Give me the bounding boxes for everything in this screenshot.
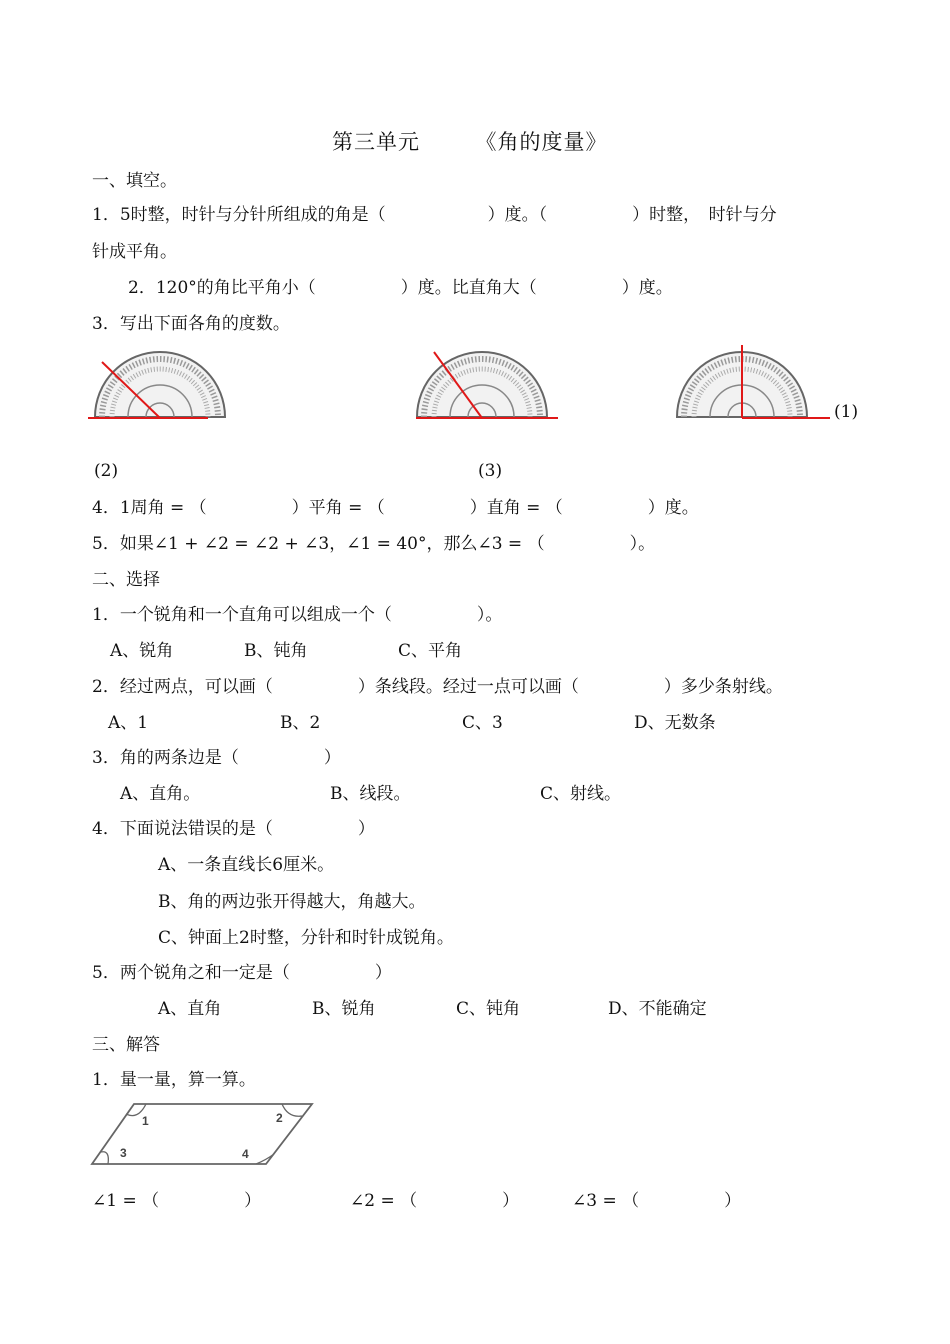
figure-label-1: (1) — [834, 402, 859, 422]
question-2-1: 1．一个锐角和一个直角可以组成一个（ ）。 — [92, 605, 503, 625]
option-2-3-a: A、直角。 — [120, 784, 201, 804]
option-2-1-a: A、锐角 — [110, 641, 174, 661]
section-3-heading: 三、解答 — [92, 1035, 160, 1055]
option-2-1-c: C、平角 — [398, 641, 463, 661]
question-2-2: 2．经过两点，可以画（ ）条线段。经过一点可以画（ ）多少条射线。 — [92, 677, 783, 697]
option-2-4-c: C、钟面上2时整，分针和时针成锐角。 — [158, 928, 454, 948]
question-3-1: 1．量一量，算一算。 — [92, 1070, 256, 1090]
option-2-2-b: B、2 — [280, 713, 321, 733]
question-1-1-line2: 针成平角。 — [92, 242, 177, 262]
option-2-1-b: B、钝角 — [244, 641, 308, 661]
parallelogram-figure — [88, 1098, 320, 1170]
question-1-3: 3．写出下面各角的度数。 — [92, 314, 290, 334]
protractor-figure-2 — [410, 342, 560, 424]
figure-label-3: (3) — [478, 461, 503, 481]
option-2-5-b: B、锐角 — [312, 999, 376, 1019]
option-2-4-a: A、一条直线长6厘米。 — [158, 855, 335, 875]
question-1-1-line1: 1．5时整，时针与分针所组成的角是（ ）度。（ ）时整， 时针与分 — [92, 205, 777, 225]
protractor-figure-1 — [88, 342, 233, 424]
protractor-figure-3 — [670, 342, 832, 424]
question-2-5: 5．两个锐角之和一定是（ ） — [92, 963, 392, 983]
option-2-2-d: D、无数条 — [634, 713, 716, 733]
question-1-5: 5．如果∠1 + ∠2 = ∠2 + ∠3，∠1 = 40°，那么∠3 = （ ）。 — [92, 534, 656, 554]
question-1-4: 4．1周角 = （ ）平角 = （ ）直角 = （ ）度。 — [92, 498, 699, 518]
option-2-5-a: A、直角 — [158, 999, 222, 1019]
angle-label-1: 1 — [142, 1114, 149, 1128]
angle-label-4: 4 — [242, 1147, 249, 1161]
answer-angle-2: ∠2 = （ ） — [350, 1191, 520, 1211]
question-2-3: 3．角的两条边是（ ） — [92, 748, 341, 768]
answer-angle-3: ∠3 = （ ） — [572, 1191, 742, 1211]
figure-label-2: (2) — [94, 461, 119, 481]
section-2-heading: 二、选择 — [92, 570, 160, 590]
section-1-heading: 一、填空。 — [92, 171, 177, 191]
question-1-2: 2．120°的角比平角小（ ）度。比直角大（ ）度。 — [128, 278, 673, 298]
question-2-4: 4．下面说法错误的是（ ） — [92, 819, 375, 839]
page-title: 第三单元 《角的度量》 — [332, 130, 608, 154]
option-2-2-c: C、3 — [462, 713, 503, 733]
option-2-4-b: B、角的两边张开得越大，角越大。 — [158, 892, 426, 912]
option-2-5-c: C、钝角 — [456, 999, 521, 1019]
answer-angle-1: ∠1 = （ ） — [92, 1191, 262, 1211]
option-2-5-d: D、不能确定 — [608, 999, 707, 1019]
option-2-3-c: C、射线。 — [540, 784, 622, 804]
option-2-2-a: A、1 — [108, 713, 149, 733]
option-2-3-b: B、线段。 — [330, 784, 411, 804]
angle-label-2: 2 — [276, 1111, 283, 1125]
angle-label-3: 3 — [120, 1146, 127, 1160]
